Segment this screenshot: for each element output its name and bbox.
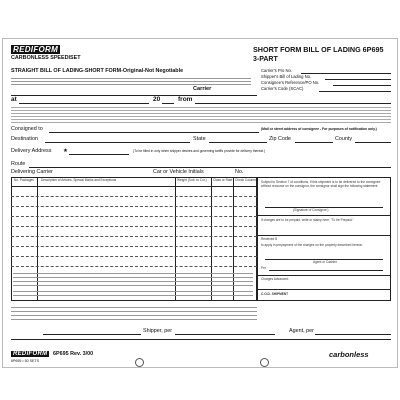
delivery-note: (To be filled in only when shipper desires and governing tariffs provide for delivery thereat.) (133, 149, 266, 153)
received-label: Received $ (261, 237, 277, 241)
state-label: State (193, 136, 206, 142)
carbonless-label: carbonless (329, 350, 369, 359)
col-packages: No. Packages (14, 178, 34, 182)
consignee-ref-line[interactable] (333, 85, 391, 86)
shipper-bill-line[interactable] (325, 79, 391, 80)
to-apply-note: to apply in prepayment of the charges on the property described hereon. (261, 243, 364, 247)
shipper-line[interactable] (43, 334, 141, 335)
form-title: SHORT FORM BILL OF LADING 6P695 (253, 45, 384, 54)
destination-label: Destination (11, 136, 38, 142)
col-weight: Weight (Sub. to Cor.) (177, 178, 207, 182)
table-row[interactable] (11, 266, 257, 267)
state-line[interactable] (209, 142, 267, 143)
punch-hole (135, 358, 144, 367)
scac-label: Carrier's Code (SCAC) (261, 86, 304, 91)
col-class: Class or Rate (213, 178, 233, 182)
delivery-star: ★ (63, 148, 68, 154)
shipper-bill-label: Shipper's Bill of Lading No. (261, 74, 312, 79)
subject-note: Subject to Section 7 of conditions, if this shipment is to be delivered to the consignee without recourse on the consignor, the consignor shall sign the following statement: (261, 180, 381, 189)
col-description: Description of Articles, Special Marks and Exceptions (41, 178, 117, 182)
zip-line[interactable] (295, 142, 333, 143)
footer-brand-logo: REDIFORM (13, 351, 48, 357)
brand-logo: REDIFORM (13, 45, 59, 54)
destination-line[interactable] (45, 142, 190, 143)
agent-per-label: Agent, per (289, 328, 314, 334)
charges-advanced-label: Charges Advanced: (261, 277, 289, 281)
scac-line[interactable] (319, 91, 391, 92)
product-line: CARBONLESS SPEEDISET (11, 55, 81, 61)
car-vehicle-label: Car or Vehicle Initials (153, 169, 204, 175)
from-line[interactable] (195, 103, 391, 104)
document-title: STRAIGHT BILL OF LADING-SHORT FORM-Original-Not Negotiable (11, 68, 184, 74)
table-row[interactable] (11, 246, 257, 247)
agent-per-line[interactable] (315, 334, 391, 335)
bill-of-lading-sheet (2, 38, 398, 368)
county-line[interactable] (355, 142, 391, 143)
consigned-to-line[interactable] (49, 132, 259, 133)
table-row[interactable] (11, 236, 257, 237)
shipper-per-line[interactable] (175, 334, 275, 335)
from-label: from (178, 96, 193, 103)
delivering-carrier-label: Delivering Carrier (11, 169, 53, 175)
freight-prepaid-note: If charges are to be prepaid, write or stamp here, "To be Prepaid." (261, 218, 354, 222)
parts-label: 3-PART (253, 56, 278, 63)
agent-cashier-label: Agent or Cashier (313, 260, 337, 264)
carrier-label: Carrier (193, 86, 212, 92)
year-label: 20 (153, 96, 161, 103)
table-row[interactable] (11, 256, 257, 257)
consignee-ref-label: Consignee's Reference/PO No. (261, 80, 320, 85)
delivery-address-line[interactable] (69, 154, 129, 155)
carrier-pro-label: Carrier's Pro No. (261, 68, 293, 73)
consigned-to-label: Consigned to (11, 126, 43, 132)
form-code: 6P695 Rev. 3/00 (53, 351, 94, 357)
table-row[interactable] (11, 206, 257, 207)
table-row[interactable] (11, 216, 257, 217)
table-row[interactable] (11, 196, 257, 197)
at-line[interactable] (19, 103, 149, 104)
table-row[interactable] (11, 226, 257, 227)
mail-note: (Mail or street address of consignee - For purposes of notification only.) (261, 127, 377, 131)
per-line[interactable] (269, 270, 383, 271)
route-line[interactable] (29, 167, 391, 168)
county-label: County (335, 136, 353, 142)
at-label: at (11, 96, 17, 103)
col-check: Check Column (235, 178, 256, 182)
delivery-address-label: Delivery Address (11, 148, 52, 154)
right-panel (257, 177, 391, 301)
cod-label: C.O.D. SHIPMENT (261, 292, 289, 296)
carrier-pro-line[interactable] (301, 73, 391, 74)
zip-label: Zip Code (269, 136, 291, 142)
no-label: No. (235, 169, 244, 175)
per-label: Per (261, 266, 266, 270)
signature-label: (Signature of Consignor.) (293, 208, 329, 212)
punch-hole (260, 358, 269, 367)
shipper-per-label: Shipper, per (143, 328, 173, 334)
carrier-line[interactable] (11, 95, 257, 96)
sets-label: 6P695 • 50 SETS (11, 359, 40, 363)
year-line[interactable] (162, 103, 174, 104)
route-label: Route (11, 161, 26, 167)
